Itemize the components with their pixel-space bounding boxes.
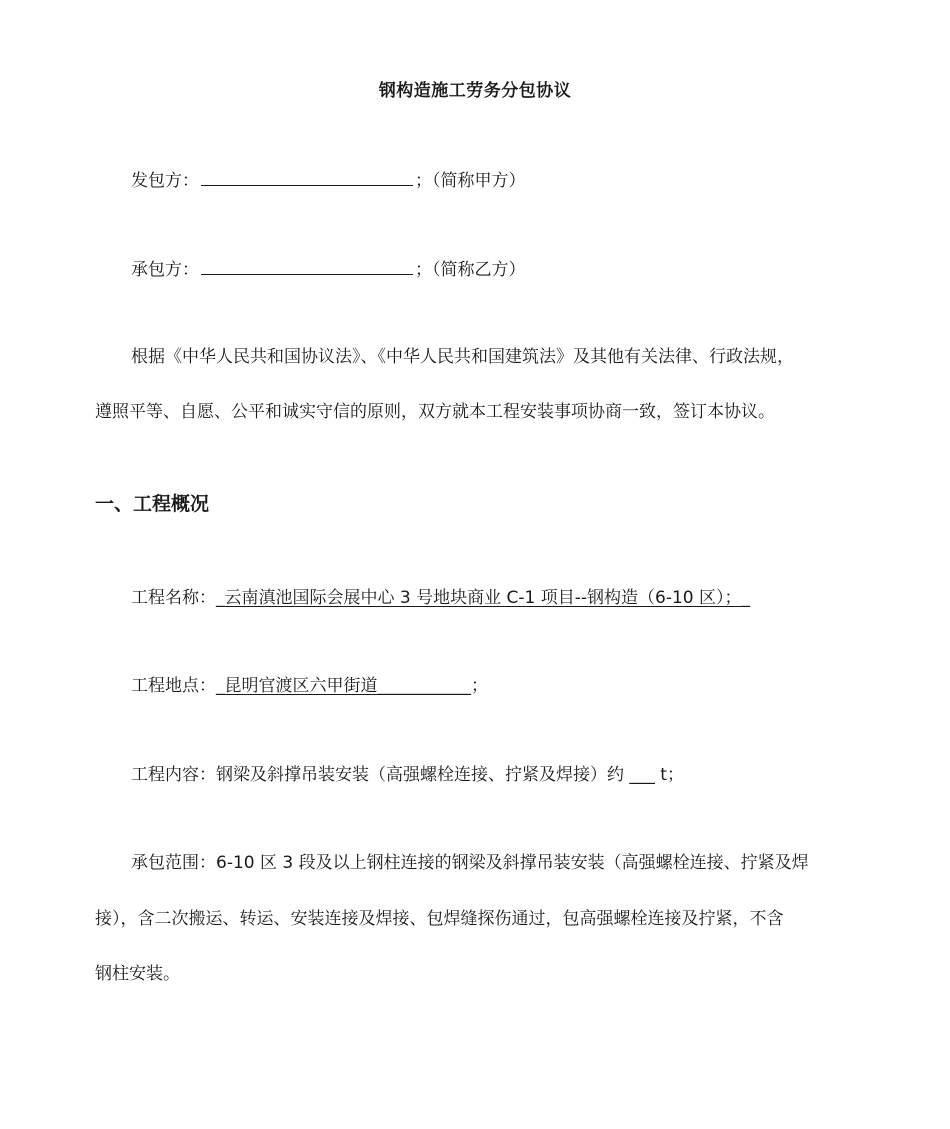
project-content-value: 钢梁及斜撑吊装安装（高强螺栓连接、拧紧及焊接）约 ___ t； xyxy=(216,765,684,785)
project-site-value: _昆明官渡区六甲街道___________ xyxy=(216,676,471,696)
project-name-line xyxy=(131,586,750,610)
preamble-line-2: 遵照平等、自愿、公平和诚实守信的原则，双方就本工程安装事项协商一致，签订本协议。 xyxy=(95,402,775,422)
project-content-label: 工程内容： xyxy=(131,765,216,785)
project-name-label: 工程名称： xyxy=(131,588,216,608)
party-b-label: 承包方： xyxy=(131,260,199,280)
project-name-value: _云南滇池国际会展中心 3 号地块商业 C-1 项目--钢构造（6-10 区）；_ xyxy=(216,588,751,608)
scope-line-2: 接），含二次搬运、转运、安装连接及焊接、包焊缝探伤通过，包高强螺栓连接及拧紧，不含 xyxy=(95,909,784,929)
scope-line-3: 钢柱安装。 xyxy=(95,964,180,984)
party-b-suffix: ；（简称乙方） xyxy=(415,260,526,280)
project-site-line xyxy=(131,674,488,698)
document-title: 钢构造施工劳务分包协议 xyxy=(378,81,572,101)
party-a-line xyxy=(131,167,526,193)
project-site-suffix: ； xyxy=(471,676,488,696)
section-1-heading: 一、工程概况 xyxy=(95,493,210,515)
preamble-line-1: 根据《中华人民共和国协议法》、《中华人民共和国建筑法》及其他有关法律、行政法规， xyxy=(131,347,794,367)
party-a-blank xyxy=(201,167,413,186)
party-a-label: 发包方： xyxy=(131,171,199,191)
party-a-suffix: ；（简称甲方） xyxy=(415,171,526,191)
project-site-label: 工程地点： xyxy=(131,676,216,696)
project-content-line xyxy=(131,763,684,787)
party-b-blank xyxy=(201,256,413,275)
scope-line-1: 承包范围：6-10 区 3 段及以上钢柱连接的钢梁及斜撑吊装安装（高强螺栓连接、拧紧及焊 xyxy=(131,853,809,873)
party-b-line xyxy=(131,256,526,282)
